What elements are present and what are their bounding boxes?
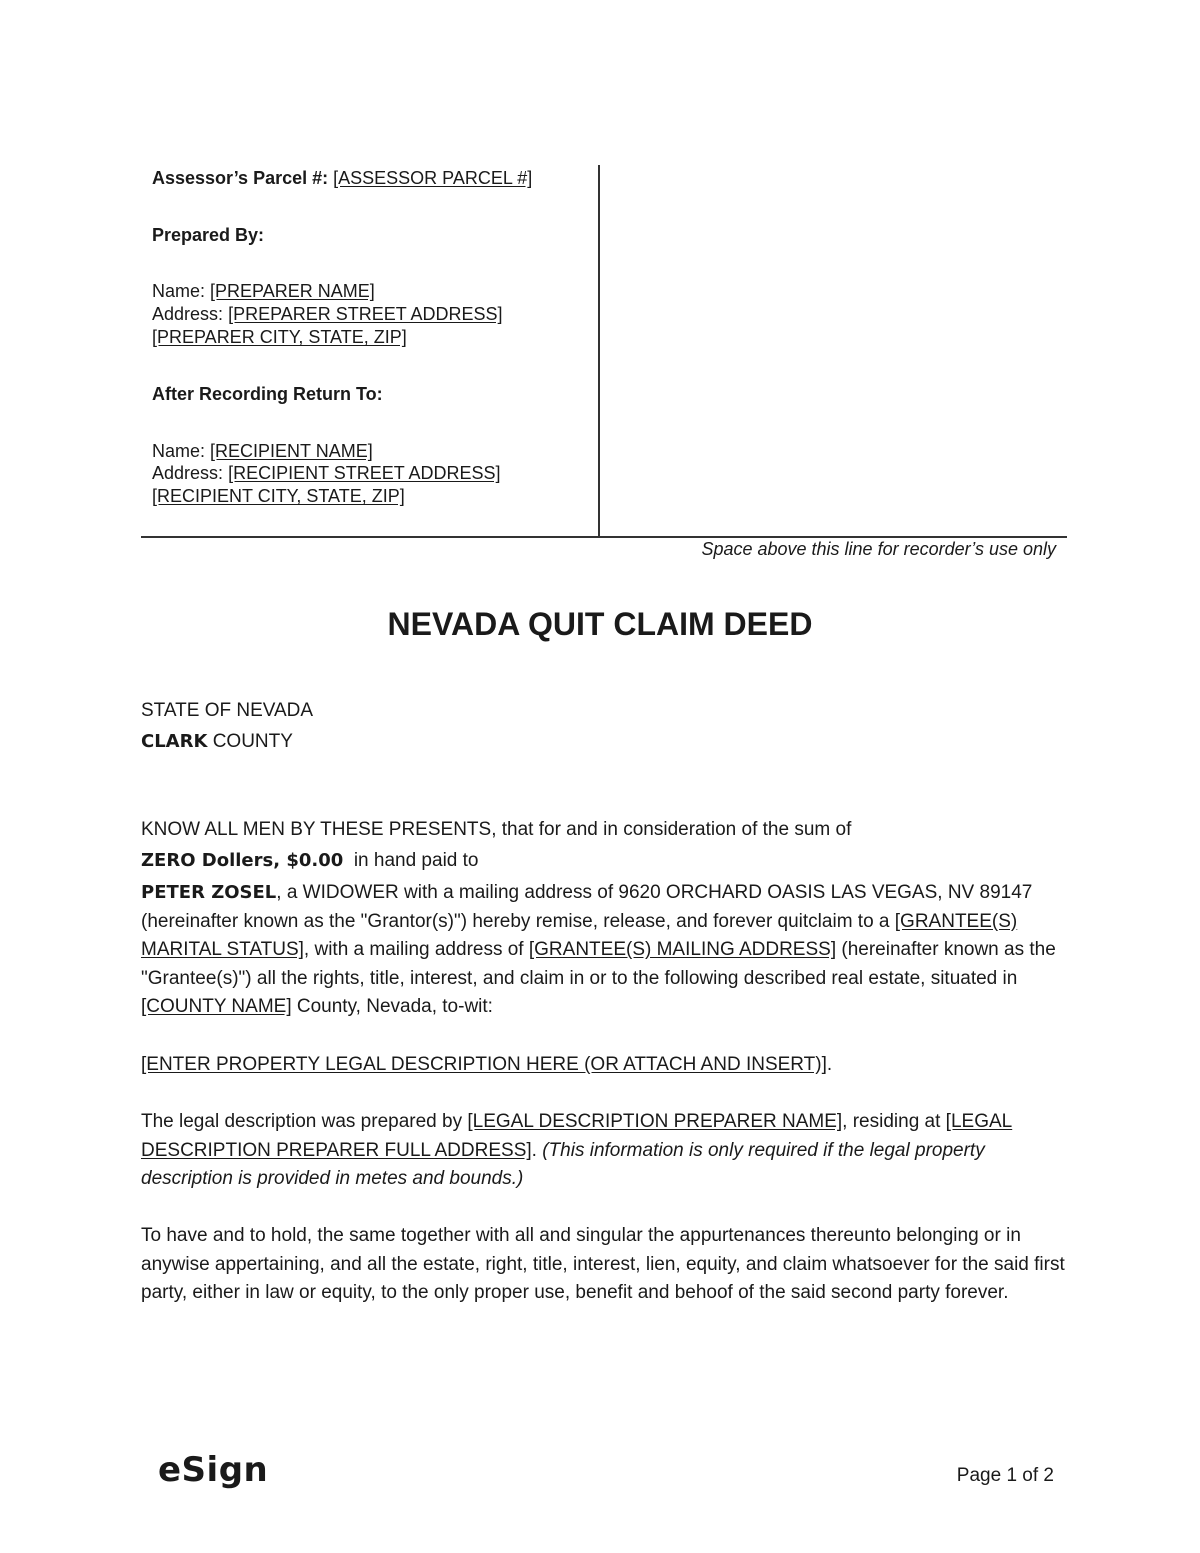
recorder-box-divider xyxy=(598,165,600,537)
legal-description-period: . xyxy=(826,1054,833,1075)
preparer-address-label: Address: xyxy=(152,304,224,324)
consideration-amount-line xyxy=(141,847,1066,876)
preparer-text-2: , residing at xyxy=(842,1111,946,1132)
habendum-paragraph: To have and to hold, the same together with all and singular the appurtenances thereunto belonging or in anywise appertaining, and all the estate, right, title, interest, lien, equity, and claim whatsoever for the said first party, either in law or equity, to the only proper use, benefit and behoof of the said second party forever. xyxy=(141,1225,1065,1303)
parcel-value[interactable]: [ASSESSOR PARCEL #] xyxy=(333,168,533,188)
grantee-marital-status[interactable]: [GRANTEE(S) MARITAL STATUS] xyxy=(141,910,1018,960)
preparer-name-line xyxy=(152,280,375,303)
grantee-mailing-address[interactable]: [GRANTEE(S) MAILING ADDRESS] xyxy=(528,939,837,960)
legal-preparer-name[interactable]: [LEGAL DESCRIPTION PREPARER NAME] xyxy=(467,1111,843,1132)
grantor-paragraph xyxy=(141,879,1066,1022)
state-line: STATE OF NEVADA xyxy=(141,700,314,721)
preparer-name-label: Name: xyxy=(152,281,206,301)
consideration-intro: KNOW ALL MEN BY THESE PRESENTS, that for and in consideration of the sum of xyxy=(141,819,852,840)
preparer-note: (This information is only required if the legal property description is provided in metes and bounds.) xyxy=(141,1139,985,1189)
parcel-line xyxy=(152,167,532,190)
legal-description-placeholder[interactable]: [ENTER PROPERTY LEGAL DESCRIPTION HERE (OR ATTACH AND INSERT)] xyxy=(141,1054,827,1075)
grantor-text-2: , with a mailing address of xyxy=(303,939,529,960)
esign-logo: eSign xyxy=(158,1450,269,1490)
preparer-city-line xyxy=(152,326,407,349)
recipient-name-label: Name: xyxy=(152,441,206,461)
preparer-paragraph xyxy=(141,1108,1066,1194)
preparer-address-line xyxy=(152,303,502,326)
grantor-text-1: , a WIDOWER with a mailing address of 9620 ORCHARD OASIS LAS VEGAS, NV 89147 (hereinafter known as the "Grantor(s)") hereby remise, release, and forever quitclaim to a xyxy=(141,882,1033,932)
grantor-text-3: (hereinafter known as the "Grantee(s)") all the rights, title, interest, and claim in or to the following described real estate, situated in xyxy=(141,939,1056,989)
preparer-city-value[interactable]: [PREPARER CITY, STATE, ZIP] xyxy=(152,327,407,347)
county-suffix: COUNTY xyxy=(207,731,293,752)
recipient-city-line xyxy=(152,485,405,508)
county-name-placeholder[interactable]: [COUNTY NAME] xyxy=(141,996,292,1017)
consideration-paid-to: in hand paid to xyxy=(343,850,479,871)
grantor-name[interactable]: PETER ZOSEL xyxy=(141,882,277,903)
page-number: Page 1 of 2 xyxy=(956,1465,1054,1486)
preparer-name-value[interactable]: [PREPARER NAME] xyxy=(210,281,375,301)
legal-description-line xyxy=(141,1051,1066,1080)
recorder-note: Space above this line for recorder’s use only xyxy=(701,539,1056,559)
recipient-address-label: Address: xyxy=(152,463,224,483)
recipient-name-line xyxy=(152,440,373,463)
preparer-address-value[interactable]: [PREPARER STREET ADDRESS] xyxy=(228,304,503,324)
recipient-address-value[interactable]: [RECIPIENT STREET ADDRESS] xyxy=(228,463,501,483)
recipient-name-value[interactable]: [RECIPIENT NAME] xyxy=(210,441,373,461)
consideration-amount[interactable]: ZERO Dollers, $0.00 xyxy=(141,850,344,871)
grantor-text-4: County, Nevada, to-wit: xyxy=(291,996,493,1017)
legal-preparer-address[interactable]: [LEGAL DESCRIPTION PREPARER FULL ADDRESS] xyxy=(141,1111,1013,1161)
preparer-text-1: The legal description was prepared by xyxy=(141,1111,468,1132)
preparer-text-3: . xyxy=(531,1139,543,1161)
recipient-address-line xyxy=(152,462,500,485)
prepared-by-label: Prepared By: xyxy=(152,225,265,245)
recipient-city-value[interactable]: [RECIPIENT CITY, STATE, ZIP] xyxy=(152,486,405,506)
return-to-label: After Recording Return To: xyxy=(152,384,383,404)
county-name[interactable]: CLARK xyxy=(141,731,208,752)
document-title: NEVADA QUIT CLAIM DEED xyxy=(387,606,813,642)
recorder-line xyxy=(141,536,1067,538)
county-line xyxy=(141,728,1066,757)
parcel-label: Assessor’s Parcel #: xyxy=(152,168,329,188)
